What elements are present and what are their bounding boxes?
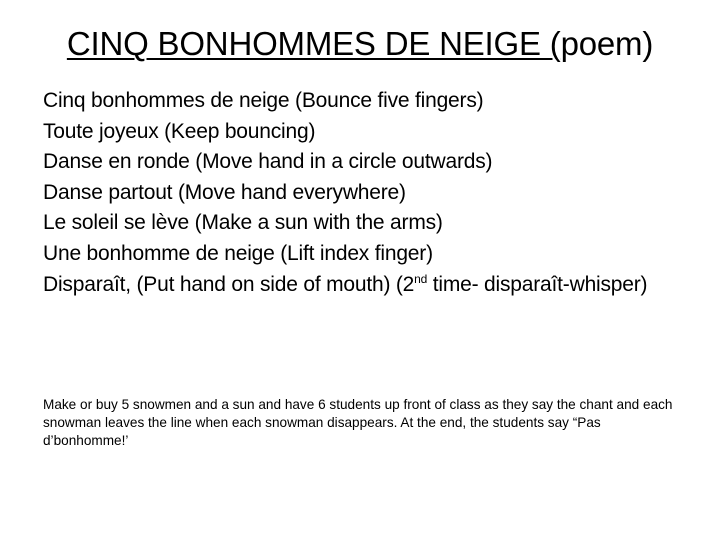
poem-line: Une bonhomme de neige (Lift index finger) (43, 241, 433, 265)
ordinal-superscript: nd (414, 272, 428, 286)
poem-line: Cinq bonhommes de neige (Bounce five fingers) (43, 89, 484, 112)
page-title-rest: poem) (560, 25, 654, 62)
poem-line: Danse partout (Move hand everywhere) (43, 180, 406, 204)
poem-line-last-end: time- disparaît-whisper) (427, 273, 648, 296)
poem-line-last (43, 269, 693, 298)
poem-line-last-start: Disparaît, (Put hand on side of mouth) (2 (43, 273, 415, 296)
page-title-underlined: CINQ BONHOMMES DE NEIGE ( (66, 25, 561, 62)
poem-line: Danse en ronde (Move hand in a circle outwards) (43, 150, 493, 173)
poem-line: Toute joyeux (Keep bouncing) (43, 119, 316, 143)
activity-instructions: Make or buy 5 snowmen and a sun and have 6 students up front of class as they say the chant and each snowman leaves the line when each snowman disappears. At the end, the students say “Pas d’bonhomme!’ (43, 397, 673, 448)
poem-lines (43, 86, 693, 298)
poem-line: Le soleil se lève (Make a sun with the arms) (43, 211, 443, 234)
page-title (0, 22, 720, 66)
